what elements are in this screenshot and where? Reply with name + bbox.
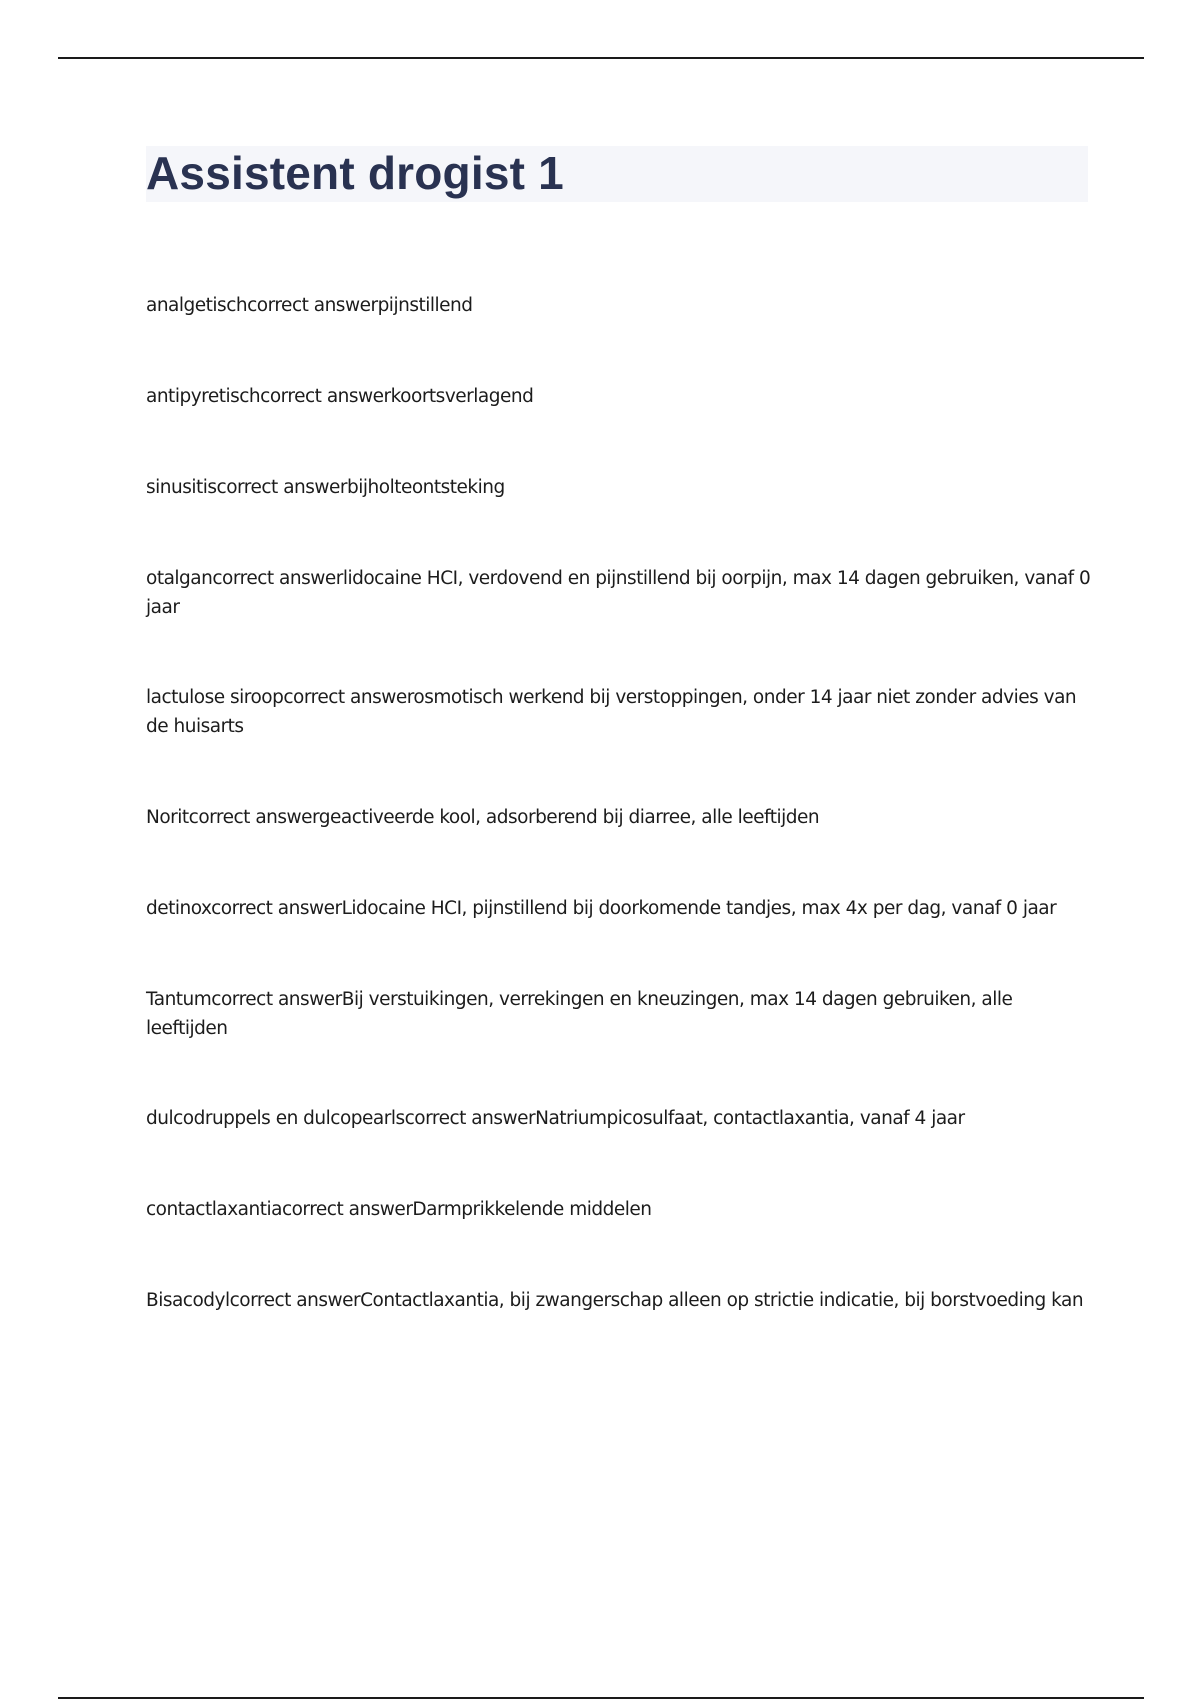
- flashcard-entry: dulcodruppels en dulcopearlscorrect answerNatriumpicosulfaat, contactlaxantia, vanaf 4 jaar: [146, 1108, 965, 1129]
- flashcard-entry: antipyretischcorrect answerkoortsverlagend: [146, 386, 534, 407]
- flashcard-entry: analgetischcorrect answerpijnstillend: [146, 295, 473, 316]
- flashcard-entry: lactulose siroopcorrect answerosmotisch werkend bij verstoppingen, onder 14 jaar niet zonder advies van de huisarts: [146, 687, 1077, 737]
- page-title: Assistent drogist 1: [146, 147, 564, 199]
- flashcard-entry: Tantumcorrect answerBij verstuikingen, verrekingen en kneuzingen, max 14 dagen gebruiken, alle leeftijden: [146, 989, 1013, 1039]
- header-rule: [58, 57, 1144, 59]
- flashcard-entry: Noritcorrect answergeactiveerde kool, adsorberend bij diarree, alle leeftijden: [146, 807, 820, 828]
- flashcard-entry: Bisacodylcorrect answerContactlaxantia, bij zwangerschap alleen op strictie indicatie, bij borstvoeding kan: [146, 1290, 1084, 1311]
- flashcard-entry: contactlaxantiacorrect answerDarmprikkelende middelen: [146, 1199, 652, 1220]
- footer-rule: [58, 1697, 1144, 1699]
- flashcard-entry: detinoxcorrect answerLidocaine HCI, pijnstillend bij doorkomende tandjes, max 4x per dag, vanaf 0 jaar: [146, 898, 1057, 919]
- flashcard-entry: sinusitiscorrect answerbijholteontsteking: [146, 477, 505, 498]
- flashcard-entry: otalgancorrect answerlidocaine HCI, verdovend en pijnstillend bij oorpijn, max 14 dagen gebruiken, vanaf 0 jaar: [146, 568, 1091, 618]
